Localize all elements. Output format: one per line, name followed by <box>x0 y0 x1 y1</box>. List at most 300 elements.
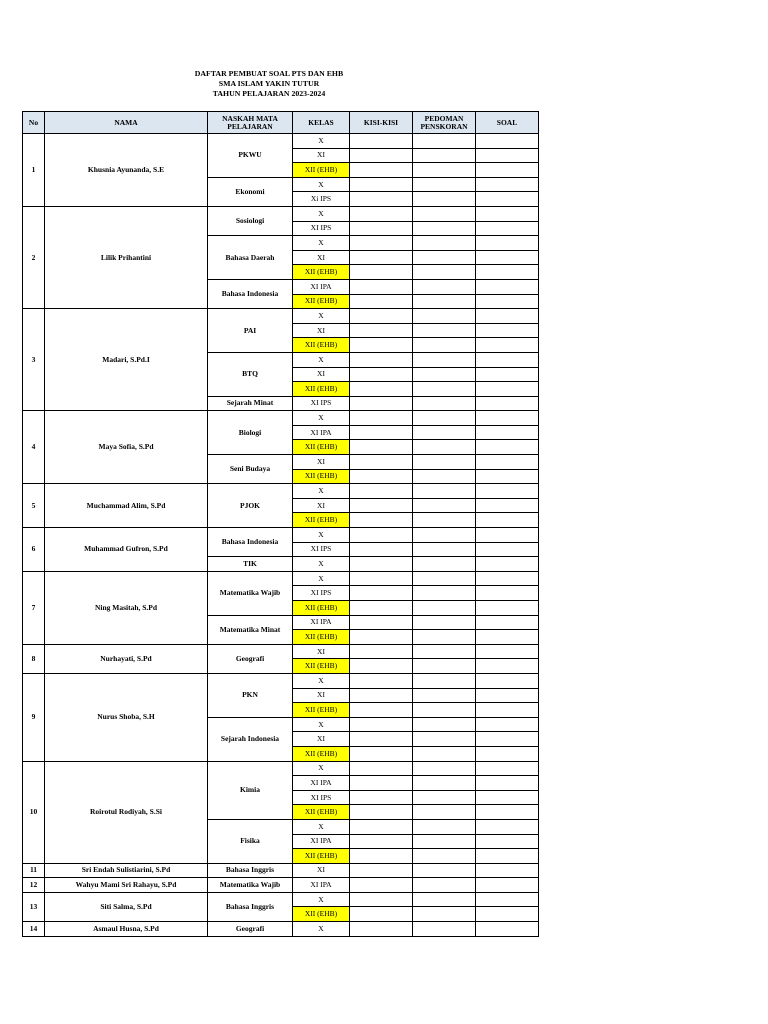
kisi-kisi-cell[interactable] <box>350 294 413 309</box>
pedoman-cell[interactable] <box>413 542 476 557</box>
soal-cell[interactable] <box>476 601 539 616</box>
teacher-name: Khusnia Ayunanda, S.E <box>45 134 208 207</box>
class-cell: X <box>293 557 350 572</box>
soal-cell[interactable] <box>476 732 539 747</box>
class-cell: XI IPS <box>293 790 350 805</box>
row-number: 3 <box>23 309 45 411</box>
class-cell: X <box>293 922 350 937</box>
kisi-kisi-cell[interactable] <box>350 819 413 834</box>
pedoman-cell[interactable] <box>413 484 476 499</box>
class-cell: X <box>293 571 350 586</box>
pedoman-cell[interactable] <box>413 586 476 601</box>
pedoman-cell[interactable] <box>413 382 476 397</box>
kisi-kisi-cell[interactable] <box>350 484 413 499</box>
class-cell: X <box>293 819 350 834</box>
soal-cell[interactable] <box>476 294 539 309</box>
pedoman-cell[interactable] <box>413 221 476 236</box>
pedoman-cell[interactable] <box>413 922 476 937</box>
kisi-kisi-cell[interactable] <box>350 134 413 149</box>
pedoman-cell[interactable] <box>413 411 476 426</box>
subject-name: Fisika <box>208 819 293 863</box>
pedoman-cell[interactable] <box>413 776 476 791</box>
pedoman-cell[interactable] <box>413 834 476 849</box>
soal-cell[interactable] <box>476 236 539 251</box>
table-row <box>23 134 539 149</box>
class-cell: XII (EHB) <box>293 440 350 455</box>
pedoman-cell[interactable] <box>413 148 476 163</box>
soal-cell[interactable] <box>476 163 539 178</box>
kisi-kisi-cell[interactable] <box>350 148 413 163</box>
pedoman-cell[interactable] <box>413 571 476 586</box>
table-row <box>23 761 539 776</box>
soal-cell[interactable] <box>476 644 539 659</box>
class-cell: XII (EHB) <box>293 805 350 820</box>
class-cell: XII (EHB) <box>293 659 350 674</box>
pedoman-cell[interactable] <box>413 630 476 645</box>
subject-name: Matematika Wajib <box>208 571 293 615</box>
row-number: 6 <box>23 528 45 572</box>
kisi-kisi-cell[interactable] <box>350 805 413 820</box>
kisi-kisi-cell[interactable] <box>350 659 413 674</box>
header-naskah: NASKAH MATA PELAJARAN <box>208 112 293 134</box>
header-row <box>23 112 539 134</box>
soal-cell[interactable] <box>476 425 539 440</box>
pedoman-cell[interactable] <box>413 601 476 616</box>
row-number: 13 <box>23 892 45 921</box>
pedoman-cell[interactable] <box>413 761 476 776</box>
pedoman-cell[interactable] <box>413 309 476 324</box>
class-cell: XII (EHB) <box>293 703 350 718</box>
teacher-name: Sri Endah Sulistiarini, S.Pd <box>45 863 208 878</box>
table-row <box>23 892 539 907</box>
row-number: 11 <box>23 863 45 878</box>
kisi-kisi-cell[interactable] <box>350 455 413 470</box>
kisi-kisi-cell[interactable] <box>350 615 413 630</box>
kisi-kisi-cell[interactable] <box>350 411 413 426</box>
subject-name: Seni Budaya <box>208 455 293 484</box>
kisi-kisi-cell[interactable] <box>350 922 413 937</box>
kisi-kisi-cell[interactable] <box>350 221 413 236</box>
kisi-kisi-cell[interactable] <box>350 717 413 732</box>
table-row <box>23 922 539 937</box>
class-cell: XI <box>293 323 350 338</box>
pedoman-cell[interactable] <box>413 659 476 674</box>
row-number: 14 <box>23 922 45 937</box>
class-cell: XI <box>293 455 350 470</box>
table-row <box>23 484 539 499</box>
header-soal: SOAL <box>476 112 539 134</box>
subject-name: PKN <box>208 673 293 717</box>
row-number: 9 <box>23 673 45 761</box>
teacher-name: Ning Masitah, S.Pd <box>45 571 208 644</box>
kisi-kisi-cell[interactable] <box>350 396 413 411</box>
subject-name: Geografi <box>208 644 293 673</box>
soal-cell[interactable] <box>476 148 539 163</box>
pedoman-cell[interactable] <box>413 528 476 543</box>
title-line-3: TAHUN PELAJARAN 2023-2024 <box>212 89 326 98</box>
table-row <box>23 411 539 426</box>
kisi-kisi-cell[interactable] <box>350 586 413 601</box>
class-cell: XI <box>293 732 350 747</box>
kisi-kisi-cell[interactable] <box>350 382 413 397</box>
soal-cell[interactable] <box>476 498 539 513</box>
subject-name: Matematika Minat <box>208 615 293 644</box>
kisi-kisi-cell[interactable] <box>350 673 413 688</box>
kisi-kisi-cell[interactable] <box>350 557 413 572</box>
pedoman-cell[interactable] <box>413 907 476 922</box>
class-cell: X <box>293 717 350 732</box>
kisi-kisi-cell[interactable] <box>350 878 413 893</box>
class-cell: X <box>293 177 350 192</box>
class-cell: XII (EHB) <box>293 382 350 397</box>
pedoman-cell[interactable] <box>413 352 476 367</box>
class-cell: X <box>293 411 350 426</box>
table-row <box>23 863 539 878</box>
kisi-kisi-cell[interactable] <box>350 630 413 645</box>
soal-cell[interactable] <box>476 615 539 630</box>
class-cell: X <box>293 673 350 688</box>
kisi-kisi-cell[interactable] <box>350 688 413 703</box>
kisi-kisi-cell[interactable] <box>350 163 413 178</box>
soal-cell[interactable] <box>476 323 539 338</box>
subject-name: PJOK <box>208 484 293 528</box>
table-row <box>23 528 539 543</box>
row-number: 4 <box>23 411 45 484</box>
soal-cell[interactable] <box>476 542 539 557</box>
soal-cell[interactable] <box>476 878 539 893</box>
teacher-name: Muchammad Alim, S.Pd <box>45 484 208 528</box>
soal-cell[interactable] <box>476 367 539 382</box>
teacher-name: Wahyu Mami Sri Rahayu, S.Pd <box>45 878 208 893</box>
class-cell: XI IPA <box>293 615 350 630</box>
kisi-kisi-cell[interactable] <box>350 425 413 440</box>
table-row <box>23 206 539 221</box>
pedoman-cell[interactable] <box>413 790 476 805</box>
class-cell: XII (EHB) <box>293 163 350 178</box>
subject-name: Bahasa Inggris <box>208 863 293 878</box>
header-kisi-kisi: KISI-KISI <box>350 112 413 134</box>
teacher-name: Nurhayati, S.Pd <box>45 644 208 673</box>
subject-name: Bahasa Daerah <box>208 236 293 280</box>
kisi-kisi-cell[interactable] <box>350 732 413 747</box>
class-cell: XII (EHB) <box>293 513 350 528</box>
kisi-kisi-cell[interactable] <box>350 790 413 805</box>
kisi-kisi-cell[interactable] <box>350 352 413 367</box>
soal-cell[interactable] <box>476 571 539 586</box>
kisi-kisi-cell[interactable] <box>350 571 413 586</box>
soal-cell[interactable] <box>476 673 539 688</box>
kisi-kisi-cell[interactable] <box>350 601 413 616</box>
soal-cell[interactable] <box>476 790 539 805</box>
subject-name: Ekonomi <box>208 177 293 206</box>
soal-cell[interactable] <box>476 746 539 761</box>
class-cell: XI IPA <box>293 425 350 440</box>
pedoman-cell[interactable] <box>413 265 476 280</box>
pedoman-cell[interactable] <box>413 849 476 864</box>
kisi-kisi-cell[interactable] <box>350 703 413 718</box>
subject-name: Matematika Wajib <box>208 878 293 893</box>
teacher-assignment-table <box>22 111 539 937</box>
title-line-1: DAFTAR PEMBUAT SOAL PTS DAN EHB <box>194 69 344 78</box>
subject-name: Sejarah Indonesia <box>208 717 293 761</box>
pedoman-cell[interactable] <box>413 440 476 455</box>
pedoman-cell[interactable] <box>413 703 476 718</box>
soal-cell[interactable] <box>476 849 539 864</box>
subject-name: Biologi <box>208 411 293 455</box>
soal-cell[interactable] <box>476 776 539 791</box>
pedoman-cell[interactable] <box>413 236 476 251</box>
row-number: 2 <box>23 206 45 308</box>
teacher-name: Siti Salma, S.Pd <box>45 892 208 921</box>
class-cell: X <box>293 484 350 499</box>
pedoman-cell[interactable] <box>413 673 476 688</box>
class-cell: XI IPA <box>293 878 350 893</box>
kisi-kisi-cell[interactable] <box>350 892 413 907</box>
kisi-kisi-cell[interactable] <box>350 206 413 221</box>
kisi-kisi-cell[interactable] <box>350 250 413 265</box>
pedoman-cell[interactable] <box>413 279 476 294</box>
subject-name: Bahasa Indonesia <box>208 279 293 308</box>
header-kelas: KELAS <box>293 112 350 134</box>
kisi-kisi-cell[interactable] <box>350 440 413 455</box>
pedoman-cell[interactable] <box>413 192 476 207</box>
class-cell: XI IPS <box>293 221 350 236</box>
soal-cell[interactable] <box>476 455 539 470</box>
row-number: 7 <box>23 571 45 644</box>
subject-name: PAI <box>208 309 293 353</box>
document-title <box>22 69 516 99</box>
class-cell: XI <box>293 250 350 265</box>
soal-cell[interactable] <box>476 134 539 149</box>
soal-cell[interactable] <box>476 265 539 280</box>
pedoman-cell[interactable] <box>413 644 476 659</box>
soal-cell[interactable] <box>476 279 539 294</box>
kisi-kisi-cell[interactable] <box>350 528 413 543</box>
soal-cell[interactable] <box>476 396 539 411</box>
class-cell: X <box>293 352 350 367</box>
header-no: No <box>23 112 45 134</box>
soal-cell[interactable] <box>476 411 539 426</box>
class-cell: XI <box>293 863 350 878</box>
pedoman-cell[interactable] <box>413 294 476 309</box>
class-cell: XI IPS <box>293 396 350 411</box>
soal-cell[interactable] <box>476 221 539 236</box>
kisi-kisi-cell[interactable] <box>350 309 413 324</box>
soal-cell[interactable] <box>476 513 539 528</box>
soal-cell[interactable] <box>476 557 539 572</box>
kisi-kisi-cell[interactable] <box>350 469 413 484</box>
pedoman-cell[interactable] <box>413 134 476 149</box>
pedoman-cell[interactable] <box>413 396 476 411</box>
class-cell: Xi IPS <box>293 192 350 207</box>
soal-cell[interactable] <box>476 630 539 645</box>
teacher-name: Asmaul Husna, S.Pd <box>45 922 208 937</box>
table-row <box>23 644 539 659</box>
class-cell: XI IPA <box>293 279 350 294</box>
kisi-kisi-cell[interactable] <box>350 265 413 280</box>
pedoman-cell[interactable] <box>413 878 476 893</box>
row-number: 8 <box>23 644 45 673</box>
pedoman-cell[interactable] <box>413 557 476 572</box>
class-cell: XII (EHB) <box>293 294 350 309</box>
pedoman-cell[interactable] <box>413 805 476 820</box>
soal-cell[interactable] <box>476 206 539 221</box>
subject-name: Geografi <box>208 922 293 937</box>
class-cell: XI <box>293 498 350 513</box>
teacher-name: Muhammad Gufron, S.Pd <box>45 528 208 572</box>
kisi-kisi-cell[interactable] <box>350 236 413 251</box>
soal-cell[interactable] <box>476 819 539 834</box>
table-row <box>23 673 539 688</box>
teacher-name: Lilik Prihantini <box>45 206 208 308</box>
soal-cell[interactable] <box>476 309 539 324</box>
soal-cell[interactable] <box>476 338 539 353</box>
soal-cell[interactable] <box>476 834 539 849</box>
pedoman-cell[interactable] <box>413 163 476 178</box>
kisi-kisi-cell[interactable] <box>350 338 413 353</box>
subject-name: Bahasa Inggris <box>208 892 293 921</box>
class-cell: XI <box>293 644 350 659</box>
soal-cell[interactable] <box>476 892 539 907</box>
kisi-kisi-cell[interactable] <box>350 776 413 791</box>
subject-name: Sejarah Minat <box>208 396 293 411</box>
soal-cell[interactable] <box>476 440 539 455</box>
teacher-name: Roirotul Rodiyah, S.Si <box>45 761 208 863</box>
class-cell: XI IPS <box>293 586 350 601</box>
pedoman-cell[interactable] <box>413 425 476 440</box>
class-cell: XII (EHB) <box>293 338 350 353</box>
row-number: 10 <box>23 761 45 863</box>
kisi-kisi-cell[interactable] <box>350 834 413 849</box>
kisi-kisi-cell[interactable] <box>350 746 413 761</box>
soal-cell[interactable] <box>476 922 539 937</box>
table-row <box>23 571 539 586</box>
soal-cell[interactable] <box>476 177 539 192</box>
class-cell: X <box>293 134 350 149</box>
pedoman-cell[interactable] <box>413 688 476 703</box>
pedoman-cell[interactable] <box>413 746 476 761</box>
class-cell: X <box>293 892 350 907</box>
pedoman-cell[interactable] <box>413 338 476 353</box>
class-cell: XII (EHB) <box>293 630 350 645</box>
header-nama: NAMA <box>45 112 208 134</box>
pedoman-cell[interactable] <box>413 513 476 528</box>
subject-name: Sosiologi <box>208 206 293 235</box>
class-cell: XII (EHB) <box>293 469 350 484</box>
subject-name: Bahasa Indonesia <box>208 528 293 557</box>
teacher-name: Maya Sofia, S.Pd <box>45 411 208 484</box>
pedoman-cell[interactable] <box>413 206 476 221</box>
pedoman-cell[interactable] <box>413 455 476 470</box>
soal-cell[interactable] <box>476 761 539 776</box>
soal-cell[interactable] <box>476 688 539 703</box>
kisi-kisi-cell[interactable] <box>350 863 413 878</box>
soal-cell[interactable] <box>476 469 539 484</box>
kisi-kisi-cell[interactable] <box>350 192 413 207</box>
table-body <box>23 134 539 937</box>
soal-cell[interactable] <box>476 863 539 878</box>
pedoman-cell[interactable] <box>413 323 476 338</box>
teacher-name: Madari, S.Pd.I <box>45 309 208 411</box>
kisi-kisi-cell[interactable] <box>350 513 413 528</box>
pedoman-cell[interactable] <box>413 498 476 513</box>
kisi-kisi-cell[interactable] <box>350 279 413 294</box>
row-number: 1 <box>23 134 45 207</box>
subject-name: TIK <box>208 557 293 572</box>
pedoman-cell[interactable] <box>413 717 476 732</box>
class-cell: XI <box>293 688 350 703</box>
pedoman-cell[interactable] <box>413 469 476 484</box>
pedoman-cell[interactable] <box>413 367 476 382</box>
class-cell: X <box>293 761 350 776</box>
soal-cell[interactable] <box>476 907 539 922</box>
soal-cell[interactable] <box>476 484 539 499</box>
soal-cell[interactable] <box>476 659 539 674</box>
kisi-kisi-cell[interactable] <box>350 907 413 922</box>
soal-cell[interactable] <box>476 352 539 367</box>
pedoman-cell[interactable] <box>413 819 476 834</box>
pedoman-cell[interactable] <box>413 615 476 630</box>
class-cell: XII (EHB) <box>293 746 350 761</box>
soal-cell[interactable] <box>476 717 539 732</box>
pedoman-cell[interactable] <box>413 732 476 747</box>
header-pedoman-penskoran: PEDOMAN PENSKORAN <box>413 112 476 134</box>
pedoman-cell[interactable] <box>413 177 476 192</box>
kisi-kisi-cell[interactable] <box>350 542 413 557</box>
row-number: 12 <box>23 878 45 893</box>
title-line-2: SMA ISLAM YAKIN TUTUR <box>218 79 320 88</box>
class-cell: XII (EHB) <box>293 849 350 864</box>
pedoman-cell[interactable] <box>413 892 476 907</box>
soal-cell[interactable] <box>476 250 539 265</box>
kisi-kisi-cell[interactable] <box>350 323 413 338</box>
kisi-kisi-cell[interactable] <box>350 761 413 776</box>
row-number: 5 <box>23 484 45 528</box>
class-cell: XII (EHB) <box>293 907 350 922</box>
soal-cell[interactable] <box>476 703 539 718</box>
kisi-kisi-cell[interactable] <box>350 367 413 382</box>
kisi-kisi-cell[interactable] <box>350 177 413 192</box>
subject-name: Kimia <box>208 761 293 819</box>
class-cell: XII (EHB) <box>293 265 350 280</box>
soal-cell[interactable] <box>476 805 539 820</box>
class-cell: X <box>293 206 350 221</box>
class-cell: XII (EHB) <box>293 601 350 616</box>
table-row <box>23 878 539 893</box>
pedoman-cell[interactable] <box>413 250 476 265</box>
class-cell: XI IPS <box>293 542 350 557</box>
class-cell: XI IPA <box>293 776 350 791</box>
class-cell: XI <box>293 367 350 382</box>
class-cell: X <box>293 236 350 251</box>
teacher-name: Nurus Shoba, S.H <box>45 673 208 761</box>
kisi-kisi-cell[interactable] <box>350 498 413 513</box>
soal-cell[interactable] <box>476 586 539 601</box>
class-cell: X <box>293 528 350 543</box>
class-cell: X <box>293 309 350 324</box>
class-cell: XI IPA <box>293 834 350 849</box>
class-cell: XI <box>293 148 350 163</box>
subject-name: BTQ <box>208 352 293 396</box>
pedoman-cell[interactable] <box>413 863 476 878</box>
soal-cell[interactable] <box>476 528 539 543</box>
kisi-kisi-cell[interactable] <box>350 644 413 659</box>
soal-cell[interactable] <box>476 192 539 207</box>
kisi-kisi-cell[interactable] <box>350 849 413 864</box>
soal-cell[interactable] <box>476 382 539 397</box>
table-row <box>23 309 539 324</box>
subject-name: PKWU <box>208 134 293 178</box>
